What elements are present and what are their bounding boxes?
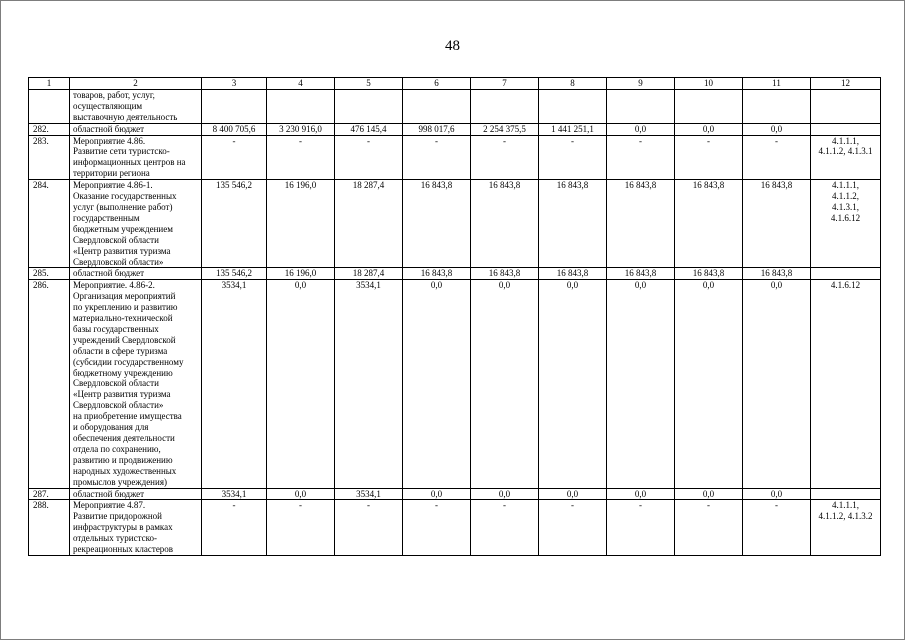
target-indicator-ref (811, 123, 881, 135)
column-number: 8 (539, 78, 607, 90)
table-body (29, 89, 881, 555)
table-row (29, 180, 881, 268)
description-line: по укреплению и развитию (73, 302, 178, 313)
amount-cell: 16 843,8 (539, 180, 607, 268)
amount-cell: 3534,1 (202, 488, 267, 500)
table-row (29, 268, 881, 280)
amount-cell: - (471, 135, 539, 180)
amount-cell: 0,0 (675, 123, 743, 135)
amount-cell: 0,0 (267, 488, 335, 500)
amount-cell: - (267, 500, 335, 556)
target-indicator-ref (811, 268, 881, 280)
amount-cell: - (675, 135, 743, 180)
budget-table (28, 77, 881, 556)
amount-cell: 16 843,8 (607, 180, 675, 268)
amount-cell: - (675, 500, 743, 556)
description-line: области в сфере туризма (73, 345, 168, 356)
amount-cell (607, 89, 675, 123)
description-line: товаров, работ, услуг, (73, 89, 155, 100)
description-line: Свердловской области (73, 234, 159, 245)
amount-cell: - (743, 500, 811, 556)
item-description (70, 268, 202, 280)
description-line: Развитие придорожной (73, 511, 162, 522)
description-line: Оказание государственных (73, 191, 177, 202)
description-line: (субсидии государственному (73, 356, 184, 367)
item-description (70, 180, 202, 268)
amount-cell: 0,0 (743, 280, 811, 488)
amount-cell: 3534,1 (335, 280, 403, 488)
description-line: Свердловской области (73, 378, 159, 389)
item-description (70, 123, 202, 135)
description-line: Свердловской области» (73, 400, 164, 411)
amount-cell: 16 843,8 (539, 268, 607, 280)
description-line: Мероприятие. 4.86-2. (73, 280, 155, 291)
amount-cell: 18 287,4 (335, 268, 403, 280)
ref-line: 4.1.6.12 (830, 280, 861, 291)
amount-cell: - (267, 135, 335, 180)
amount-cell: - (202, 135, 267, 180)
amount-cell: - (335, 500, 403, 556)
table-row (29, 135, 881, 180)
amount-cell: 16 843,8 (403, 180, 471, 268)
amount-cell (471, 89, 539, 123)
amount-cell: 16 843,8 (675, 268, 743, 280)
description-line: учреждений Свердловской (73, 334, 176, 345)
amount-cell: 0,0 (403, 488, 471, 500)
column-number: 6 (403, 78, 471, 90)
target-indicator-ref (811, 488, 881, 500)
description-line: отдела по сохранению, (73, 443, 161, 454)
amount-cell: 16 843,8 (675, 180, 743, 268)
description-line: базы государственных (73, 323, 159, 334)
description-line: материально-технической (73, 313, 173, 324)
amount-cell: - (335, 135, 403, 180)
target-indicator-ref (811, 135, 881, 180)
amount-cell: 8 400 705,6 (202, 123, 267, 135)
target-indicator-ref (811, 280, 881, 488)
description-line: выставочную деятельность (73, 111, 178, 122)
amount-cell: - (539, 135, 607, 180)
amount-cell: - (471, 500, 539, 556)
description-line: Организация мероприятий (73, 291, 176, 302)
amount-cell: 16 843,8 (471, 268, 539, 280)
page-number: 48 (445, 38, 460, 54)
row-number: 287. (29, 488, 70, 500)
amount-cell (743, 89, 811, 123)
description-line: Мероприятие 4.86-1. (73, 180, 153, 191)
amount-cell: 0,0 (471, 280, 539, 488)
table-row (29, 123, 881, 135)
amount-cell (267, 89, 335, 123)
description-line: «Центр развития туризма (73, 245, 171, 256)
column-number: 10 (675, 78, 743, 90)
amount-cell: 16 843,8 (471, 180, 539, 268)
amount-cell: - (403, 135, 471, 180)
description-line: «Центр развития туризма (73, 389, 171, 400)
amount-cell: 0,0 (539, 280, 607, 488)
column-number: 3 (202, 78, 267, 90)
description-line: бюджетному учреждению (73, 367, 173, 378)
column-number: 4 (267, 78, 335, 90)
amount-cell: 476 145,4 (335, 123, 403, 135)
amount-cell (335, 89, 403, 123)
amount-cell: 16 843,8 (403, 268, 471, 280)
description-line: областной бюджет (73, 123, 145, 134)
description-line: инфраструктуры в рамках (73, 522, 173, 533)
ref-line: 4.1.6.12 (830, 212, 861, 223)
column-number: 1 (29, 78, 70, 90)
amount-cell: 0,0 (539, 488, 607, 500)
amount-cell: 0,0 (471, 488, 539, 500)
amount-cell (675, 89, 743, 123)
ref-line: 4.1.1.1, (832, 180, 859, 191)
amount-cell: 3 230 916,0 (267, 123, 335, 135)
amount-cell: 0,0 (267, 280, 335, 488)
column-number-row (29, 78, 881, 90)
ref-line: 4.1.1.2, (832, 191, 859, 202)
column-number: 12 (811, 78, 881, 90)
amount-cell: 16 843,8 (743, 180, 811, 268)
amount-cell: 0,0 (675, 488, 743, 500)
description-line: услуг (выполнение работ) (73, 201, 173, 212)
description-line: осуществляющим (73, 100, 143, 111)
description-line: областной бюджет (73, 268, 145, 279)
amount-cell (403, 89, 471, 123)
amount-cell: - (607, 500, 675, 556)
ref-line: 4.1.1.1, (832, 500, 859, 511)
description-line: обеспечения деятельности (73, 433, 175, 443)
description-line: Свердловской области» (73, 256, 164, 267)
amount-cell: 135 546,2 (202, 180, 267, 268)
description-line: отдельных туристско- (73, 533, 158, 544)
amount-cell: 3534,1 (202, 280, 267, 488)
table-row (29, 280, 881, 488)
row-number (29, 89, 70, 123)
target-indicator-ref (811, 89, 881, 123)
item-description (70, 135, 202, 180)
ref-line: 4.1.3.1, (832, 201, 859, 212)
ref-line: 4.1.1.2, 4.1.3.1 (818, 146, 873, 157)
amount-cell: 1 441 251,1 (539, 123, 607, 135)
row-number: 283. (29, 135, 70, 180)
amount-cell: - (607, 135, 675, 180)
amount-cell: 0,0 (607, 488, 675, 500)
ref-line: 4.1.1.1, (832, 135, 859, 146)
description-line: Мероприятие 4.86. (73, 135, 146, 146)
description-line: государственным (73, 212, 140, 223)
amount-cell: 0,0 (743, 123, 811, 135)
row-number: 285. (29, 268, 70, 280)
column-number: 11 (743, 78, 811, 90)
description-line: областной бюджет (73, 488, 145, 499)
amount-cell: - (403, 500, 471, 556)
amount-cell: 0,0 (403, 280, 471, 488)
target-indicator-ref (811, 500, 881, 556)
column-number: 7 (471, 78, 539, 90)
amount-cell: 0,0 (607, 280, 675, 488)
row-number: 282. (29, 123, 70, 135)
description-line: Мероприятие 4.87. (73, 500, 146, 511)
amount-cell: - (539, 500, 607, 556)
amount-cell: - (743, 135, 811, 180)
ref-line: 4.1.1.2, 4.1.3.2 (818, 511, 873, 522)
item-description (70, 500, 202, 556)
amount-cell: 3534,1 (335, 488, 403, 500)
row-number: 288. (29, 500, 70, 556)
row-number: 284. (29, 180, 70, 268)
description-line: информационных центров на (73, 157, 186, 168)
target-indicator-ref (811, 180, 881, 268)
amount-cell (539, 89, 607, 123)
amount-cell: 998 017,6 (403, 123, 471, 135)
amount-cell: 0,0 (607, 123, 675, 135)
amount-cell: 0,0 (743, 488, 811, 500)
amount-cell: 16 196,0 (267, 180, 335, 268)
column-number: 2 (70, 78, 202, 90)
table-row (29, 488, 881, 500)
amount-cell (202, 89, 267, 123)
description-line: бюджетным учреждением (73, 223, 173, 234)
amount-cell: 16 843,8 (607, 268, 675, 280)
amount-cell: 0,0 (675, 280, 743, 488)
description-line: Развитие сети туристско- (73, 146, 170, 157)
item-description (70, 488, 202, 500)
amount-cell: 2 254 375,5 (471, 123, 539, 135)
description-line: территории региона (73, 168, 150, 179)
amount-cell: 16 196,0 (267, 268, 335, 280)
description-line: развитию и продвижению (73, 454, 173, 465)
amount-cell: 18 287,4 (335, 180, 403, 268)
description-line: на приобретение имущества (73, 411, 182, 422)
amount-cell: 135 546,2 (202, 268, 267, 280)
table-row (29, 500, 881, 556)
description-line: промыслов учреждения) (73, 476, 167, 487)
column-number: 5 (335, 78, 403, 90)
description-line: рекреационных кластеров (73, 544, 174, 555)
column-number: 9 (607, 78, 675, 90)
item-description (70, 89, 202, 123)
amount-cell: 16 843,8 (743, 268, 811, 280)
amount-cell: - (202, 500, 267, 556)
description-line: народных художественных (73, 465, 177, 476)
row-number: 286. (29, 280, 70, 488)
table-row (29, 89, 881, 123)
item-description (70, 280, 202, 488)
description-line: и оборудования для (73, 422, 149, 433)
